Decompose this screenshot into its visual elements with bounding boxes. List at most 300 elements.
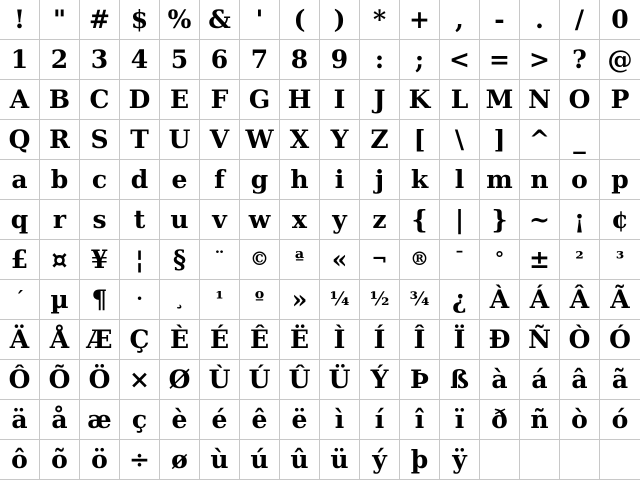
glyph-ordfeminine: ª [294,248,305,270]
glyph-cell[interactable] [400,0,440,40]
glyph-o: o [571,165,588,194]
glyph-cell[interactable] [360,320,400,360]
glyph-cell[interactable] [240,440,280,480]
glyph-cell[interactable] [80,40,120,80]
glyph-cell[interactable] [320,160,360,200]
glyph-cell[interactable] [520,40,560,80]
glyph-cell[interactable] [360,280,400,320]
glyph-cell[interactable] [280,360,320,400]
glyph-cell[interactable] [240,120,280,160]
glyph-cell[interactable] [80,0,120,40]
glyph-five: 5 [170,45,189,74]
glyph-cell[interactable] [600,80,640,120]
glyph-cell[interactable] [400,120,440,160]
glyph-plusminus: ± [529,245,550,274]
glyph-Eth: Ð [488,325,511,354]
glyph-cell[interactable] [40,440,80,480]
glyph-cell[interactable] [120,40,160,80]
glyph-adieresis: ä [11,405,28,434]
glyph-bracketright: ] [493,125,506,154]
glyph-cell[interactable] [80,120,120,160]
glyph-yacute: ý [372,445,387,474]
glyph-cell[interactable] [240,360,280,400]
glyph-l: l [454,165,465,194]
glyph-cell[interactable] [440,0,480,40]
glyph-cell[interactable] [440,240,480,280]
glyph-cell[interactable] [400,280,440,320]
glyph-cell[interactable] [400,320,440,360]
glyph-igrave: ì [334,405,345,434]
glyph-cell[interactable] [80,160,120,200]
glyph-cell[interactable] [160,400,200,440]
glyph-cell[interactable] [200,400,240,440]
glyph-eight: 8 [290,45,309,74]
glyph-cell[interactable] [440,120,480,160]
glyph-cell[interactable] [600,40,640,80]
glyph-cell[interactable] [160,40,200,80]
glyph-cell[interactable] [560,200,600,240]
glyph-cell[interactable] [400,440,440,480]
glyph-cell[interactable] [0,400,40,440]
glyph-Iacute: Í [373,325,386,354]
glyph-cell[interactable] [520,240,560,280]
glyph-acircumflex: â [571,365,588,394]
glyph-cell[interactable] [160,160,200,200]
glyph-cell[interactable] [0,200,40,240]
glyph-cell[interactable] [320,40,360,80]
glyph-cell[interactable] [480,360,520,400]
glyph-cell[interactable] [520,280,560,320]
glyph-cell[interactable] [400,360,440,400]
glyph-z: z [372,205,387,234]
glyph-cell[interactable] [240,160,280,200]
glyph-Yacute: Ý [370,365,389,394]
glyph-cell[interactable] [520,200,560,240]
glyph-cell[interactable] [480,280,520,320]
glyph-cell[interactable] [560,160,600,200]
glyph-currency: ¤ [51,245,68,274]
glyph-section: § [172,245,187,274]
glyph-cell[interactable] [480,440,520,480]
glyph-b: b [50,165,69,194]
glyph-cell[interactable] [80,320,120,360]
glyph-udieresis: ü [330,445,349,474]
glyph-cell[interactable] [0,40,40,80]
glyph-braceright: } [491,205,508,234]
glyph-cell[interactable] [40,240,80,280]
glyph-cell[interactable] [520,440,560,480]
glyph-cell[interactable] [120,0,160,40]
glyph-cell[interactable] [120,320,160,360]
glyph-cell[interactable] [160,200,200,240]
glyph-P: P [610,85,630,114]
glyph-cell[interactable] [200,280,240,320]
glyph-egrave: è [171,405,188,434]
glyph-cell[interactable] [520,320,560,360]
glyph-cell[interactable] [280,280,320,320]
glyph-backslash: \ [454,125,465,154]
glyph-N: N [528,85,551,114]
glyph-cell[interactable] [200,360,240,400]
glyph-cell[interactable] [520,80,560,120]
glyph-cell[interactable] [480,0,520,40]
glyph-Thorn: Þ [410,365,429,394]
glyph-ordmasculine: º [254,288,265,310]
glyph-cell[interactable] [40,400,80,440]
glyph-cell[interactable] [520,400,560,440]
glyph-cell[interactable] [40,200,80,240]
glyph-cell[interactable] [440,280,480,320]
glyph-degree: ° [494,248,505,270]
glyph-cell[interactable] [320,120,360,160]
glyph-divide: ÷ [129,445,150,474]
glyph-threequarters: ¾ [409,288,430,310]
glyph-Icircumflex: Î [413,325,426,354]
glyph-uacute: ú [250,445,269,474]
glyph-cell[interactable] [600,120,640,160]
glyph-cell[interactable] [360,40,400,80]
glyph-cell[interactable] [480,80,520,120]
glyph-cell[interactable] [160,360,200,400]
glyph-cell[interactable] [120,400,160,440]
glyph-cell[interactable] [440,440,480,480]
glyph-cell[interactable] [0,280,40,320]
glyph-cell[interactable] [40,280,80,320]
glyph-cell[interactable] [360,440,400,480]
glyph-cell[interactable] [240,0,280,40]
glyph-cell[interactable] [600,360,640,400]
glyph-L: L [450,85,469,114]
glyph-cell[interactable] [600,240,640,280]
glyph-twosuperior: ² [575,248,584,270]
glyph-percent: % [167,5,192,34]
glyph-cell[interactable] [120,160,160,200]
glyph-cell[interactable] [40,0,80,40]
glyph-cell[interactable] [0,120,40,160]
glyph-cell[interactable] [320,240,360,280]
glyph-ntilde: ñ [530,405,549,434]
glyph-cell[interactable] [520,120,560,160]
glyph-mu: µ [50,285,69,314]
glyph-cell[interactable] [560,400,600,440]
glyph-cell[interactable] [520,0,560,40]
glyph-cell[interactable] [160,80,200,120]
glyph-cell[interactable] [360,240,400,280]
glyph-cell[interactable] [480,400,520,440]
glyph-cell[interactable] [600,400,640,440]
glyph-cell[interactable] [160,320,200,360]
glyph-six: 6 [210,45,229,74]
glyph-cell[interactable] [40,160,80,200]
glyph-cell[interactable] [400,240,440,280]
glyph-cell[interactable] [480,40,520,80]
glyph-cell[interactable] [280,400,320,440]
glyph-guillemotleft: « [331,245,348,274]
glyph-cell[interactable] [280,440,320,480]
glyph-cell[interactable] [360,160,400,200]
glyph-otilde: õ [51,445,68,474]
glyph-cell[interactable] [120,120,160,160]
glyph-cell[interactable] [400,200,440,240]
glyph-cell[interactable] [320,80,360,120]
glyph-exclam: ! [14,5,25,34]
glyph-cell[interactable] [200,200,240,240]
glyph-registered: ® [410,248,429,270]
glyph-cell[interactable] [280,320,320,360]
glyph-cell[interactable] [0,240,40,280]
glyph-nine: 9 [330,45,349,74]
glyph-cell[interactable] [600,160,640,200]
glyph-cell[interactable] [320,360,360,400]
glyph-cell[interactable] [240,400,280,440]
glyph-cell[interactable] [480,120,520,160]
glyph-multiply: × [129,365,150,394]
glyph-cell[interactable] [80,280,120,320]
glyph-cell[interactable] [240,40,280,80]
glyph-cell[interactable] [280,160,320,200]
glyph-cell[interactable] [280,80,320,120]
glyph-c: c [91,165,108,194]
glyph-cell[interactable] [360,0,400,40]
glyph-d: d [130,165,149,194]
glyph-cell[interactable] [440,320,480,360]
glyph-cell[interactable] [320,400,360,440]
glyph-periodcentered: · [136,288,143,310]
glyph-y: y [332,205,347,234]
glyph-colon: : [374,45,385,74]
glyph-cell[interactable] [600,0,640,40]
glyph-parenleft: ( [293,5,306,34]
glyph-AE: Æ [86,325,113,354]
glyph-cell[interactable] [280,40,320,80]
glyph-cell[interactable] [80,240,120,280]
glyph-Igrave: Ì [333,325,346,354]
glyph-cell[interactable] [200,80,240,120]
glyph-Idieresis: Ï [453,325,466,354]
glyph-cell[interactable] [440,200,480,240]
glyph-f: f [214,165,225,194]
glyph-Uacute: Ú [248,365,271,394]
glyph-onesuperior: ¹ [215,288,224,310]
glyph-cell[interactable] [560,440,600,480]
glyph-n: n [530,165,549,194]
glyph-threesuperior: ³ [615,248,625,270]
glyph-cell[interactable] [560,280,600,320]
glyph-Oslash: Ø [168,365,191,394]
glyph-cell[interactable] [240,80,280,120]
glyph-Ucircumflex: Û [288,365,311,394]
glyph-paragraph: ¶ [91,285,108,314]
glyph-cell[interactable] [560,320,600,360]
glyph-cell[interactable] [480,200,520,240]
glyph-cell[interactable] [200,320,240,360]
glyph-cell[interactable] [400,40,440,80]
glyph-aring: å [51,405,68,434]
glyph-H: H [287,85,312,114]
glyph-cell[interactable] [160,120,200,160]
glyph-cell[interactable] [120,440,160,480]
glyph-T: T [130,125,149,154]
glyph-cell[interactable] [320,0,360,40]
glyph-cell[interactable] [600,320,640,360]
glyph-cell[interactable] [560,0,600,40]
glyph-cell[interactable] [280,200,320,240]
glyph-dieresis: ¨ [214,248,225,270]
glyph-cell[interactable] [480,240,520,280]
glyph-cell[interactable] [200,120,240,160]
glyph-quotesingle: ' [255,5,264,34]
glyph-guillemotright: » [291,285,308,314]
glyph-numbersign: # [89,5,110,34]
glyph-ograve: ò [571,405,588,434]
glyph-V: V [209,125,230,154]
glyph-cell[interactable] [120,200,160,240]
glyph-Atilde: Ã [610,285,630,314]
glyph-cell[interactable] [0,360,40,400]
glyph-cell[interactable] [560,240,600,280]
glyph-cell[interactable] [200,40,240,80]
glyph-v: v [212,205,227,234]
glyph-Aring: Å [49,325,70,354]
glyph-cell[interactable] [600,280,640,320]
glyph-cell[interactable] [320,280,360,320]
glyph-e: e [171,165,188,194]
glyph-cell[interactable] [80,360,120,400]
glyph-w: w [248,205,271,234]
glyph-iacute: í [374,405,385,434]
glyph-cell[interactable] [600,200,640,240]
glyph-cell[interactable] [120,280,160,320]
glyph-cell[interactable] [280,240,320,280]
glyph-cell[interactable] [80,200,120,240]
glyph-cell[interactable] [400,160,440,200]
glyph-cell[interactable] [320,320,360,360]
glyph-cell[interactable] [0,320,40,360]
glyph-at: @ [607,45,633,74]
glyph-cell[interactable] [560,120,600,160]
glyph-cell[interactable] [400,400,440,440]
glyph-cell[interactable] [320,200,360,240]
glyph-cell[interactable] [560,80,600,120]
glyph-dollar: $ [130,5,149,34]
glyph-cell[interactable] [40,80,80,120]
glyph-idieresis: ï [454,405,465,434]
glyph-aacute: á [531,365,548,394]
glyph-macron: ¯ [454,248,465,270]
glyph-cell[interactable] [440,40,480,80]
glyph-oslash: ø [171,445,188,474]
glyph-cell[interactable] [200,240,240,280]
glyph-cell[interactable] [40,320,80,360]
glyph-cell[interactable] [200,440,240,480]
glyph-cell[interactable] [120,360,160,400]
glyph-cell[interactable] [280,120,320,160]
glyph-Aacute: Á [529,285,550,314]
glyph-greater: > [529,45,550,74]
glyph-cell[interactable] [560,360,600,400]
glyph-cell[interactable] [360,360,400,400]
glyph-brokenbar: ¦ [134,245,145,274]
glyph-cell[interactable] [240,200,280,240]
glyph-cell[interactable] [440,360,480,400]
glyph-four: 4 [130,45,149,74]
glyph-cell[interactable] [0,0,40,40]
glyph-cell[interactable] [360,80,400,120]
glyph-cell[interactable] [160,440,200,480]
glyph-ccedilla: ç [131,405,148,434]
glyph-cell[interactable] [280,0,320,40]
glyph-cell[interactable] [360,200,400,240]
glyph-braceleft: { [411,205,428,234]
glyph-cell[interactable] [320,440,360,480]
glyph-cell[interactable] [200,0,240,40]
glyph-D: D [128,85,151,114]
glyph-cell[interactable] [440,160,480,200]
glyph-cell[interactable] [80,400,120,440]
glyph-ucircumflex: û [290,445,309,474]
glyph-cell[interactable] [520,360,560,400]
glyph-i: i [334,165,345,194]
glyph-cell[interactable] [600,440,640,480]
glyph-cell[interactable] [240,280,280,320]
glyph-s: s [92,205,107,234]
glyph-cell[interactable] [160,0,200,40]
glyph-question: ? [572,45,587,74]
glyph-cell[interactable] [80,440,120,480]
glyph-cell[interactable] [0,80,40,120]
glyph-cell[interactable] [480,320,520,360]
glyph-bracketleft: [ [413,125,426,154]
glyph-cell[interactable] [440,400,480,440]
glyph-cell[interactable] [40,360,80,400]
glyph-cell[interactable] [0,160,40,200]
glyph-thorn: þ [410,445,429,474]
glyph-acute: ´ [14,288,25,310]
glyph-cell[interactable] [120,80,160,120]
glyph-cell[interactable] [520,160,560,200]
glyph-cell[interactable] [400,80,440,120]
glyph-cell[interactable] [200,160,240,200]
glyph-U: U [168,125,191,154]
glyph-period: . [535,5,544,34]
glyph-equal: = [489,45,510,74]
glyph-ugrave: ù [210,445,229,474]
glyph-cell[interactable] [240,240,280,280]
glyph-cell[interactable] [560,40,600,80]
glyph-cell[interactable] [160,240,200,280]
glyph-cedilla: ¸ [174,288,185,310]
glyph-cell[interactable] [480,160,520,200]
glyph-exclamdown: ¡ [574,205,585,234]
glyph-x: x [292,205,307,234]
glyph-cell[interactable] [360,400,400,440]
glyph-zero: 0 [611,5,629,34]
glyph-cell[interactable] [240,320,280,360]
glyph-C: C [89,85,110,114]
glyph-copyright: © [250,248,269,270]
glyph-B: B [48,85,71,114]
glyph-Z: Z [370,125,389,154]
glyph-cell[interactable] [40,120,80,160]
glyph-cell[interactable] [160,280,200,320]
glyph-cell[interactable] [440,80,480,120]
glyph-q: q [10,205,29,234]
glyph-cell[interactable] [0,440,40,480]
glyph-cell[interactable] [120,240,160,280]
glyph-cell[interactable] [40,40,80,80]
glyph-cell[interactable] [360,120,400,160]
glyph-cell[interactable] [80,80,120,120]
